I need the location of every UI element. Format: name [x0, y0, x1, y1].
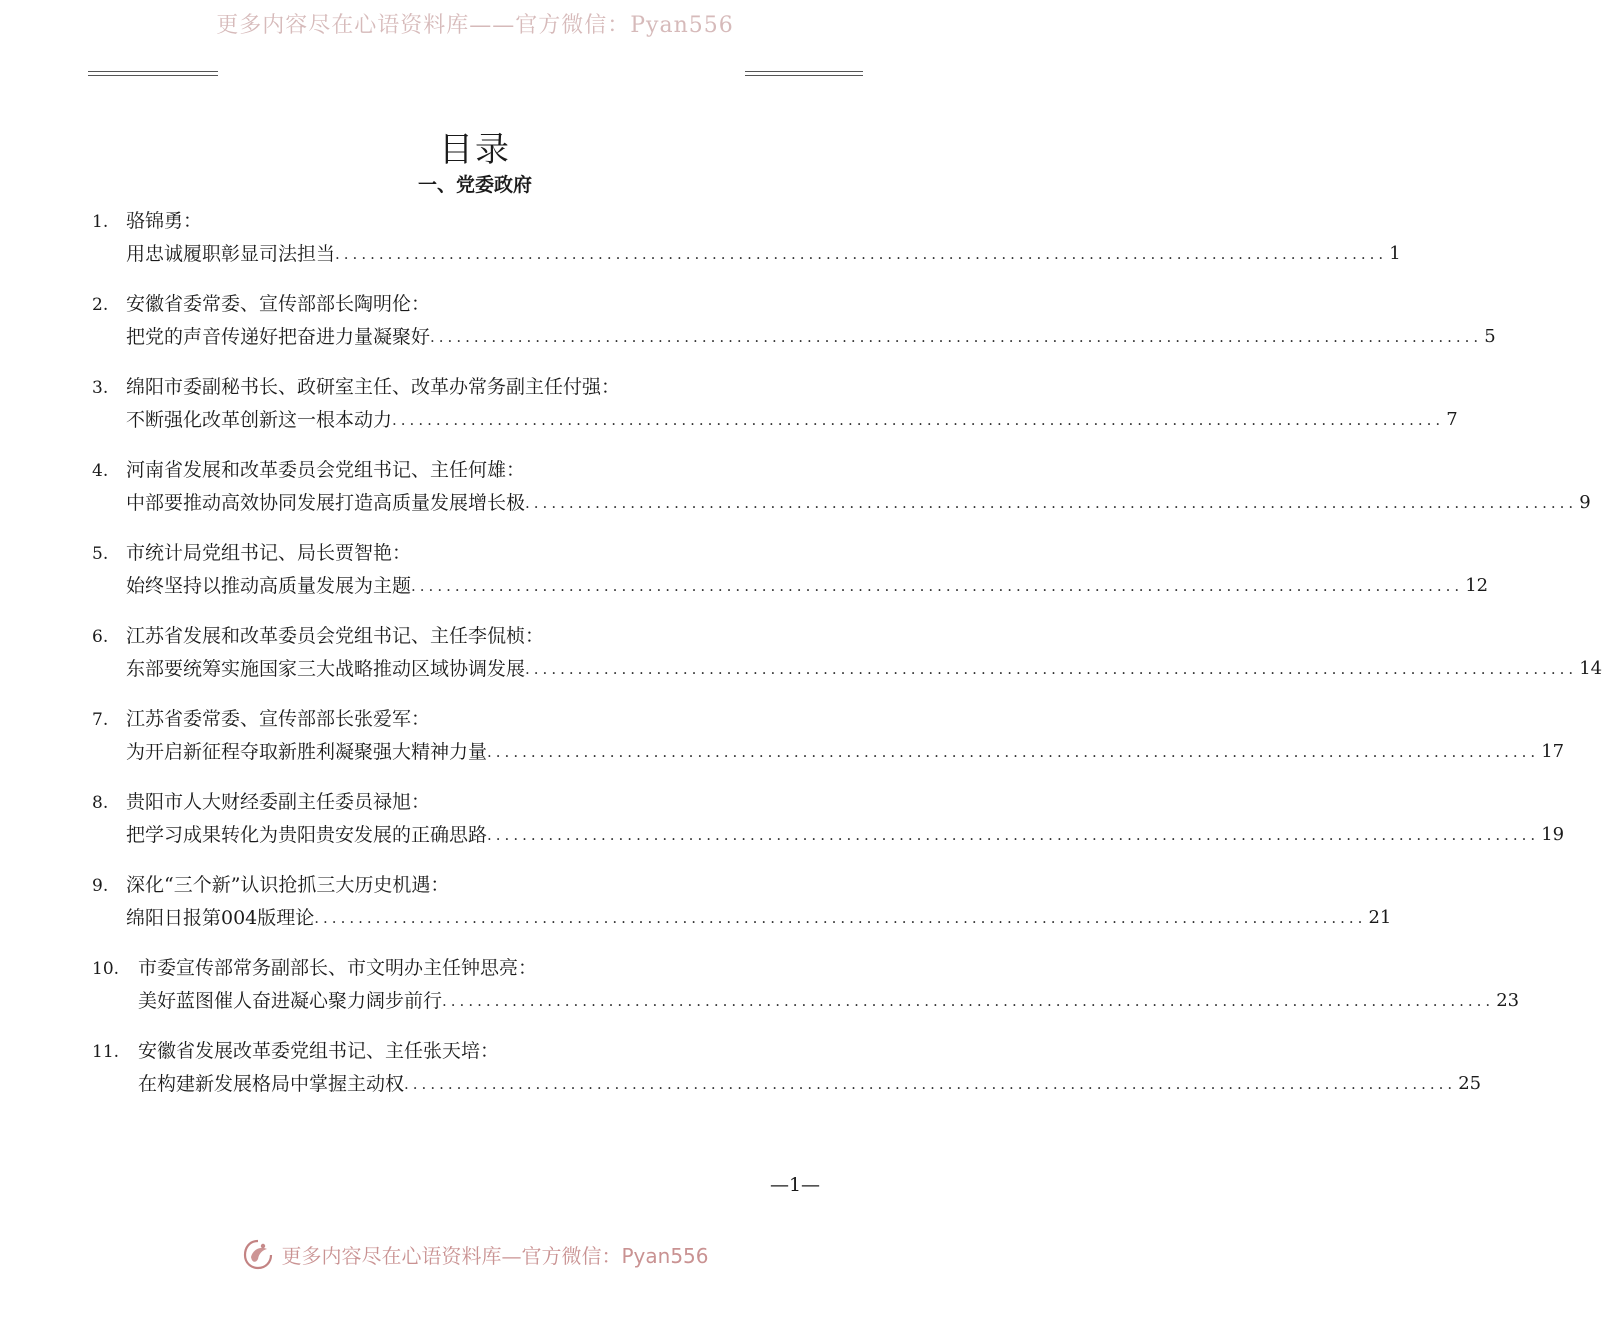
toc-entry-page: 14	[1579, 658, 1602, 679]
page-title: 目录	[439, 130, 511, 170]
footer-watermark-text	[281, 1240, 708, 1269]
toc-entry-line	[138, 982, 1520, 1016]
header-rule-right	[745, 71, 863, 76]
toc-entry-heading: 深化“三个新”认识抢抓三大历史机遇：	[126, 874, 450, 896]
page-number: —1—	[769, 1174, 821, 1196]
toc-entry-number: 2.	[92, 295, 109, 315]
toc-entry-number: 3.	[92, 378, 109, 398]
toc-entry-line	[126, 318, 1496, 352]
toc-leader-dots: ........................................................................................................................	[442, 992, 1495, 1010]
toc-entry-heading: 江苏省委常委、宣传部部长张爱军：	[126, 708, 431, 730]
toc-entry-page: 17	[1541, 741, 1565, 762]
toc-entry-line	[138, 1065, 1482, 1099]
toc-entry-heading: 贵阳市人大财经委副主任委员禄旭：	[126, 791, 431, 813]
footer-text-main: 更多内容尽在心语资料库—官方微信：	[281, 1243, 622, 1268]
toc-entry-title: 把党的声音传递好把奋进力量凝聚好	[126, 326, 431, 348]
toc-entry-number: 6.	[92, 627, 109, 647]
toc-entry-number: 11.	[92, 1042, 120, 1062]
toc-leader-dots: ........................................................................................................................	[411, 577, 1464, 595]
toc-entry-page: 21	[1368, 907, 1392, 928]
toc-entry-line	[126, 733, 1565, 767]
section-title: 一、党委政府	[417, 174, 532, 196]
toc-leader-dots: ........................................................................................................................	[525, 660, 1578, 678]
toc-entry-page: 9	[1579, 492, 1591, 513]
toc-entry-title: 为开启新征程夺取新胜利凝聚强大精神力量	[126, 741, 488, 763]
toc-entry-page: 19	[1541, 824, 1565, 845]
toc-entry-number: 7.	[92, 710, 109, 730]
toc-entry-title: 绵阳日报第004版理论	[126, 907, 315, 929]
header-rule-left	[88, 71, 218, 76]
toc-entry-heading: 安徽省委常委、宣传部部长陶明伦：	[126, 293, 431, 315]
toc-entry-heading: 江苏省发展和改革委员会党组书记、主任李侃桢：	[126, 625, 545, 647]
toc-entry-number: 5.	[92, 544, 109, 564]
toc-entry-line	[126, 816, 1565, 850]
toc-entry-line	[126, 401, 1458, 435]
toc-entry-page: 1	[1389, 243, 1401, 264]
toc-entry	[0, 206, 1401, 289]
toc-entry-title: 把学习成果转化为贵阳贵安发展的正确思路	[126, 824, 488, 846]
toc-entry-page: 5	[1484, 326, 1496, 347]
toc-entry	[0, 870, 1392, 953]
toc-entry-line	[126, 899, 1392, 933]
toc-leader-dots: ........................................................................................................................	[430, 328, 1483, 346]
toc-entry	[0, 1036, 1482, 1119]
toc-leader-dots: ........................................................................................................................	[392, 411, 1445, 429]
toc-entry	[0, 621, 1602, 704]
toc-entry-heading: 河南省发展和改革委员会党组书记、主任何雄：	[126, 459, 526, 481]
toc-entry-number: 1.	[92, 212, 109, 232]
toc-leader-dots: ........................................................................................................................	[525, 494, 1578, 512]
toc-entry-page: 23	[1496, 990, 1520, 1011]
toc-entry-title: 美好蓝图催人奋进凝心聚力阔步前行	[138, 990, 443, 1012]
toc-entry-title: 中部要推动高效协同发展打造高质量发展增长极	[126, 492, 526, 514]
toc-entry-number: 9.	[92, 876, 109, 896]
toc-entry-page: 12	[1465, 575, 1489, 596]
brand-logo-icon	[241, 1237, 275, 1271]
toc-leader-dots: ........................................................................................................................	[487, 826, 1540, 844]
toc-entry-page: 7	[1446, 409, 1458, 430]
toc-entry-heading: 市委宣传部常务副部长、市文明办主任钟思亮：	[138, 957, 538, 979]
toc-entry	[0, 953, 1520, 1036]
toc-entry-title: 不断强化改革创新这一根本动力	[126, 409, 393, 431]
toc-entry-page: 25	[1458, 1073, 1482, 1094]
toc-entry-line	[126, 235, 1401, 269]
footer-text-handle: Pyan556	[621, 1243, 709, 1268]
toc-entry-heading: 安徽省发展改革委党组书记、主任张天培：	[138, 1040, 500, 1062]
table-of-contents	[0, 206, 1602, 1119]
toc-entry	[0, 538, 1489, 621]
toc-entry-title: 东部要统筹实施国家三大战略推动区域协调发展	[126, 658, 526, 680]
toc-entry	[0, 455, 1591, 538]
toc-entry-title: 在构建新发展格局中掌握主动权	[138, 1073, 405, 1095]
toc-entry	[0, 372, 1458, 455]
toc-entry-line	[126, 650, 1602, 684]
toc-entry	[0, 289, 1496, 372]
toc-entry-heading: 骆锦勇：	[126, 210, 203, 232]
toc-entry-line	[126, 567, 1489, 601]
footer-watermark	[0, 1232, 950, 1276]
header-watermark	[0, 13, 950, 62]
toc-entry-heading: 市统计局党组书记、局长贾智艳：	[126, 542, 412, 564]
toc-entry-heading: 绵阳市委副秘书长、政研室主任、改革办常务副主任付强：	[126, 376, 621, 398]
toc-entry	[0, 704, 1565, 787]
toc-entry-line	[126, 484, 1591, 518]
toc-leader-dots: ........................................................................................................................	[335, 245, 1388, 263]
toc-entry	[0, 787, 1565, 870]
toc-entry-title: 用忠诚履职彰显司法担当	[126, 243, 336, 265]
toc-leader-dots: ........................................................................................................................	[314, 909, 1367, 927]
toc-entry-title: 始终坚持以推动高质量发展为主题	[126, 575, 412, 597]
toc-entry-number: 10.	[92, 959, 120, 979]
toc-leader-dots: ........................................................................................................................	[404, 1075, 1457, 1093]
toc-entry-number: 4.	[92, 461, 109, 481]
toc-leader-dots: ........................................................................................................................	[487, 743, 1540, 761]
toc-entry-number: 8.	[92, 793, 109, 813]
header-watermark-text: 更多内容尽在心语资料库——官方微信：Pyan556	[216, 13, 734, 38]
